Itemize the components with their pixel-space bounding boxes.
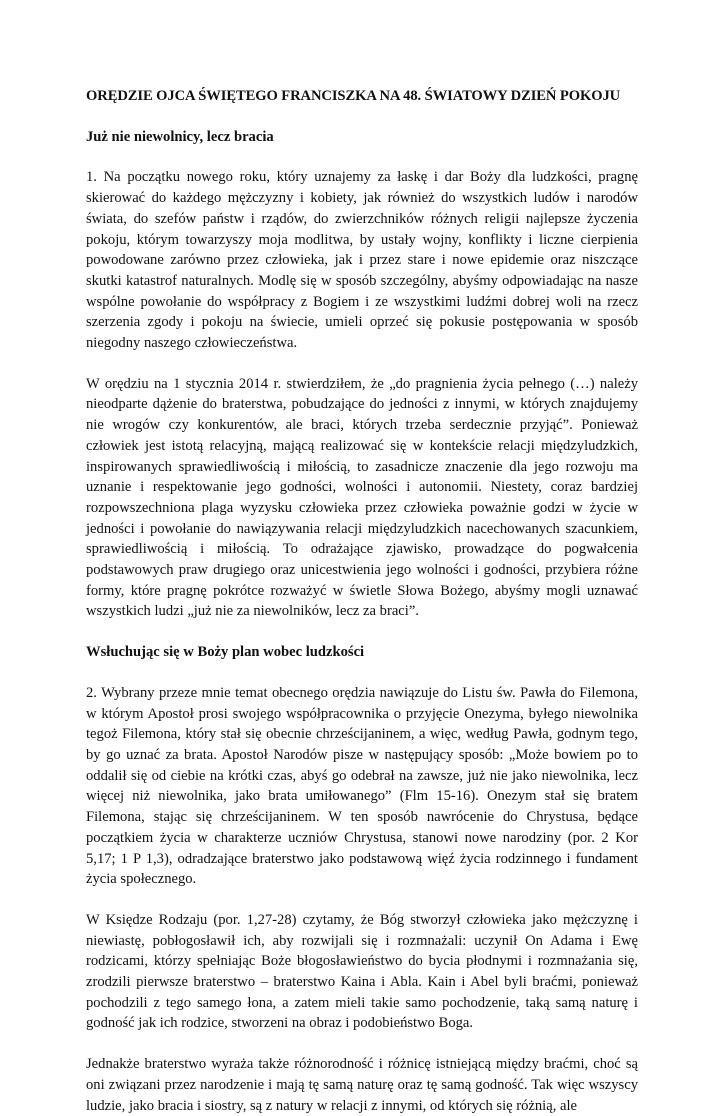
paragraph-5: Jednakże braterstwo wyraża także różnorodność i różnicę istniejącą między braćmi, choć są oni związani przez narodzenie i mają tę samą naturę oraz tę samą godność. Tak więc wszyscy ludzie, jako bracia i siostry, są z natury w relacji z innymi, od których się różnią, ale — [86, 1056, 638, 1114]
document-page — [86, 86, 638, 1116]
section-heading-1: Już nie niewolnicy, lecz bracia — [86, 128, 274, 145]
document-title: ORĘDZIE OJCA ŚWIĘTEGO FRANCISZKA NA 48. ŚWIATOWY DZIEŃ POKOJU — [86, 88, 621, 104]
paragraph-1: 1. Na początku nowego roku, który uznajemy za łaskę i dar Boży dla ludzkości, pragnę skierować do każdego mężczyzny i kobiety, jak również do wszystkich ludów i narodów świata, do szefów państw i rządów, do zwierzchników różnych religii najlepsze życzenia pokoju, którym towarzyszy moja modlitwa, by ustały wojny, konflikty i liczne cierpienia powodowane zarówno przez człowieka, jak i przez stare i nowe epidemie oraz niszczące skutki katastrof naturalnych. Modlę się w sposób szczególny, abyśmy odpowiadając na nasze wspólne powołanie do współpracy z Bogiem i ze wszystkimi ludźmi dobrej woli na rzecz szerzenia zgody i pokoju na świecie, umieli oprzeć się pokusie postępowania w sposób niegodny naszego człowieczeństwa. — [86, 169, 638, 352]
paragraph-3: 2. Wybrany przeze mnie temat obecnego orędzia nawiązuje do Listu św. Pawła do Filemona, w którym Apostoł prosi swojego współpracownika o przyjęcie Onezyma, byłego niewolnika tegoż Filemona, który stał się obecnie chrześcijaninem, a więc, według Pawła, godnym tego, by go uznać za brata. Apostoł Narodów pisze w następujący sposób: „Może bowiem po to oddalił się od ciebie na krótki czas, abyś go odebrał na zawsze, już nie jako niewolnika, lecz więcej niż niewolnika, jako brata umiłowanego” (Flm 15-16). Onezym stał się bratem Filemona, stając się chrześcijaninem. W ten sposób nawrócenie do Chrystusa, będące początkiem życia w charakterze uczniów Chrystusa, stanowi nowe narodziny (por. 2 Kor 5,17; 1 P 1,3), odradzające braterstwo jako podstawową więź życia rodzinnego i fundament życia społecznego. — [86, 684, 638, 888]
section-heading-2: Wsłuchując się w Boży plan wobec ludzkości — [86, 644, 365, 661]
paragraph-4: W Księdze Rodzaju (por. 1,27-28) czytamy, że Bóg stworzył człowieka jako mężczyznę i niewiastę, pobłogosławił ich, aby rozwijali się i rozmnażali: uczynił On Adama i Ewę rodzicami, którzy spełniając Boże błogosławieństwo do bycia płodnymi i rozmnażania się, zrodzili pierwsze braterstwo – braterstwo Kaina i Abla. Kain i Abel byli braćmi, ponieważ pochodzili z tego samego łona, a zatem mieli takie samo pochodzenie, taką samą naturę i godność jak ich rodzice, stworzeni na obraz i podobieństwo Boga. — [86, 911, 638, 1032]
paragraph-2: W orędziu na 1 stycznia 2014 r. stwierdziłem, że „do pragnienia życia pełnego (…) należy nieodparte dążenie do braterstwa, pobudzające do jedności z innymi, w których znajdujemy nie wrogów czy konkurentów, ale braci, których trzeba serdecznie przyjąć”. Ponieważ człowiek jest istotą relacyjną, mającą realizować się w kontekście relacji międzyludzkich, inspirowanych sprawiedliwością i miłością, to zasadnicze znaczenie dla jego rozwoju ma uznanie i respektowanie jego godności, wolności i autonomii. Niestety, coraz bardziej rozpowszechniona plaga wyzysku człowieka przez człowieka poważnie godzi w życie w jedności i powołanie do nawiązywania relacji międzyludzkich nacechowanych szacunkiem, sprawiedliwością i miłością. To odrażające zjawisko, prowadzące do pogwałcenia podstawowych praw drugiego oraz unicestwienia jego wolności i godności, przybiera różne formy, które pragnę pokrótce rozważyć w świetle Słowa Bożego, abyśmy mogli uznawać wszystkich ludzi „już nie za niewolników, lecz za braci”. — [86, 375, 638, 620]
